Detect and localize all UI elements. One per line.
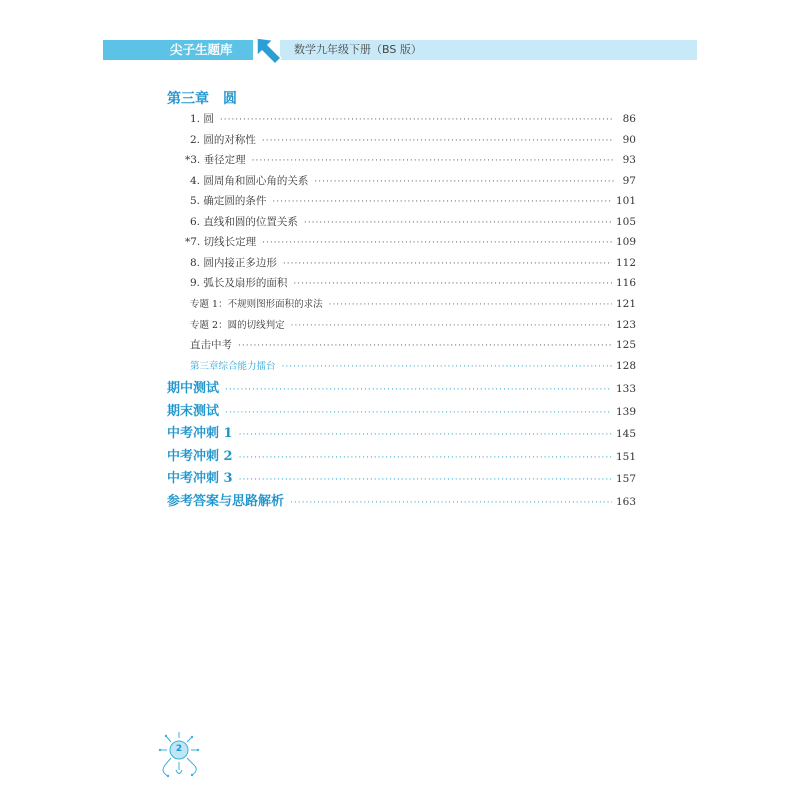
topic-label: 专题 1：不规则图形面积的求法 (190, 299, 323, 310)
toc-section[interactable] (190, 275, 636, 290)
leader-dots (238, 342, 612, 351)
page-number: 125 (615, 339, 636, 351)
toc-section[interactable] (185, 234, 636, 249)
toc-main-entry[interactable] (167, 377, 636, 396)
book-title: 数学九年级下册（BS 版） (280, 40, 697, 60)
leader-dots (220, 116, 614, 125)
leader-dots (272, 198, 612, 207)
toc-main-entry[interactable] (167, 467, 636, 486)
review-label: 第三章综合能力擂台 (190, 361, 276, 372)
page-number: 105 (615, 216, 636, 228)
page-number: 151 (615, 451, 636, 463)
page-number-ornament (148, 730, 208, 780)
leader-dots (282, 363, 612, 372)
section-label: *3. 垂径定理 (185, 154, 246, 166)
toc-section[interactable] (190, 173, 636, 188)
toc-main-entry[interactable] (167, 422, 636, 441)
main-entry-label: 中考冲刺 2 (167, 449, 233, 464)
leader-dots (239, 476, 612, 485)
section-label: 9. 弧长及扇形的面积 (190, 277, 288, 289)
toc-topic[interactable] (190, 317, 636, 331)
section-label: 6. 直线和圆的位置关系 (190, 216, 298, 228)
leader-dots (291, 322, 612, 331)
toc-section[interactable] (190, 255, 636, 270)
leader-dots (239, 454, 612, 463)
main-entry-label: 中考冲刺 3 (167, 471, 233, 486)
main-entry-label: 参考答案与思路解析 (167, 494, 285, 509)
leader-dots (262, 137, 614, 146)
page-number: 86 (622, 113, 636, 125)
page-number: 90 (622, 134, 636, 146)
chapter-title: 第三章 圆 (167, 91, 237, 107)
page-number: 163 (615, 496, 636, 508)
section-label: *7. 切线长定理 (185, 236, 257, 248)
page-number: 93 (622, 154, 636, 166)
toc-topic[interactable] (190, 296, 636, 310)
exam-link-label: 直击中考 (190, 339, 232, 351)
sun-ornament-icon (148, 730, 208, 780)
section-label: 4. 圆周角和圆心角的关系 (190, 175, 309, 187)
leader-dots (283, 260, 612, 269)
page-number: 121 (615, 298, 636, 310)
toc-section[interactable] (185, 152, 636, 167)
leader-dots (225, 386, 612, 395)
leader-dots (293, 280, 612, 289)
leader-dots (225, 409, 612, 418)
section-label: 2. 圆的对称性 (190, 134, 256, 146)
page-number: 109 (615, 236, 636, 248)
page-number-label: 2 (175, 744, 183, 754)
section-label: 8. 圆内接正多边形 (190, 257, 277, 269)
section-label: 1. 圆 (190, 113, 214, 125)
toc-main-entry[interactable] (167, 400, 636, 419)
page-number: 123 (615, 319, 636, 331)
series-title: 尖子生题库 (103, 40, 253, 60)
topic-label: 专题 2：圆的切线判定 (190, 320, 285, 331)
page-number: 157 (615, 473, 636, 485)
toc-section[interactable] (190, 214, 636, 229)
leader-dots (314, 178, 614, 187)
page-number: 128 (615, 360, 636, 372)
page-number: 139 (615, 406, 636, 418)
toc-review[interactable] (190, 358, 636, 372)
leader-dots (329, 301, 612, 310)
main-entry-label: 期中测试 (167, 381, 220, 396)
toc-section[interactable] (190, 132, 636, 147)
leader-dots (290, 499, 612, 508)
page-number: 116 (615, 277, 636, 289)
page-number: 112 (615, 257, 636, 269)
toc-exam-link[interactable] (190, 337, 636, 352)
section-label: 5. 确定圆的条件 (190, 195, 267, 207)
leader-dots (252, 157, 614, 166)
toc-main-entry[interactable] (167, 445, 636, 464)
toc-section[interactable] (190, 193, 636, 208)
page-number: 97 (622, 175, 636, 187)
toc-main-entry[interactable] (167, 490, 636, 509)
toc-section[interactable] (190, 111, 636, 126)
leader-dots (262, 239, 612, 248)
page-number: 101 (615, 195, 636, 207)
leader-dots (304, 219, 612, 228)
page-number: 145 (615, 428, 636, 440)
main-entry-label: 期末测试 (167, 404, 220, 419)
page-number: 133 (615, 383, 636, 395)
main-entry-label: 中考冲刺 1 (167, 426, 233, 441)
leader-dots (239, 431, 612, 440)
